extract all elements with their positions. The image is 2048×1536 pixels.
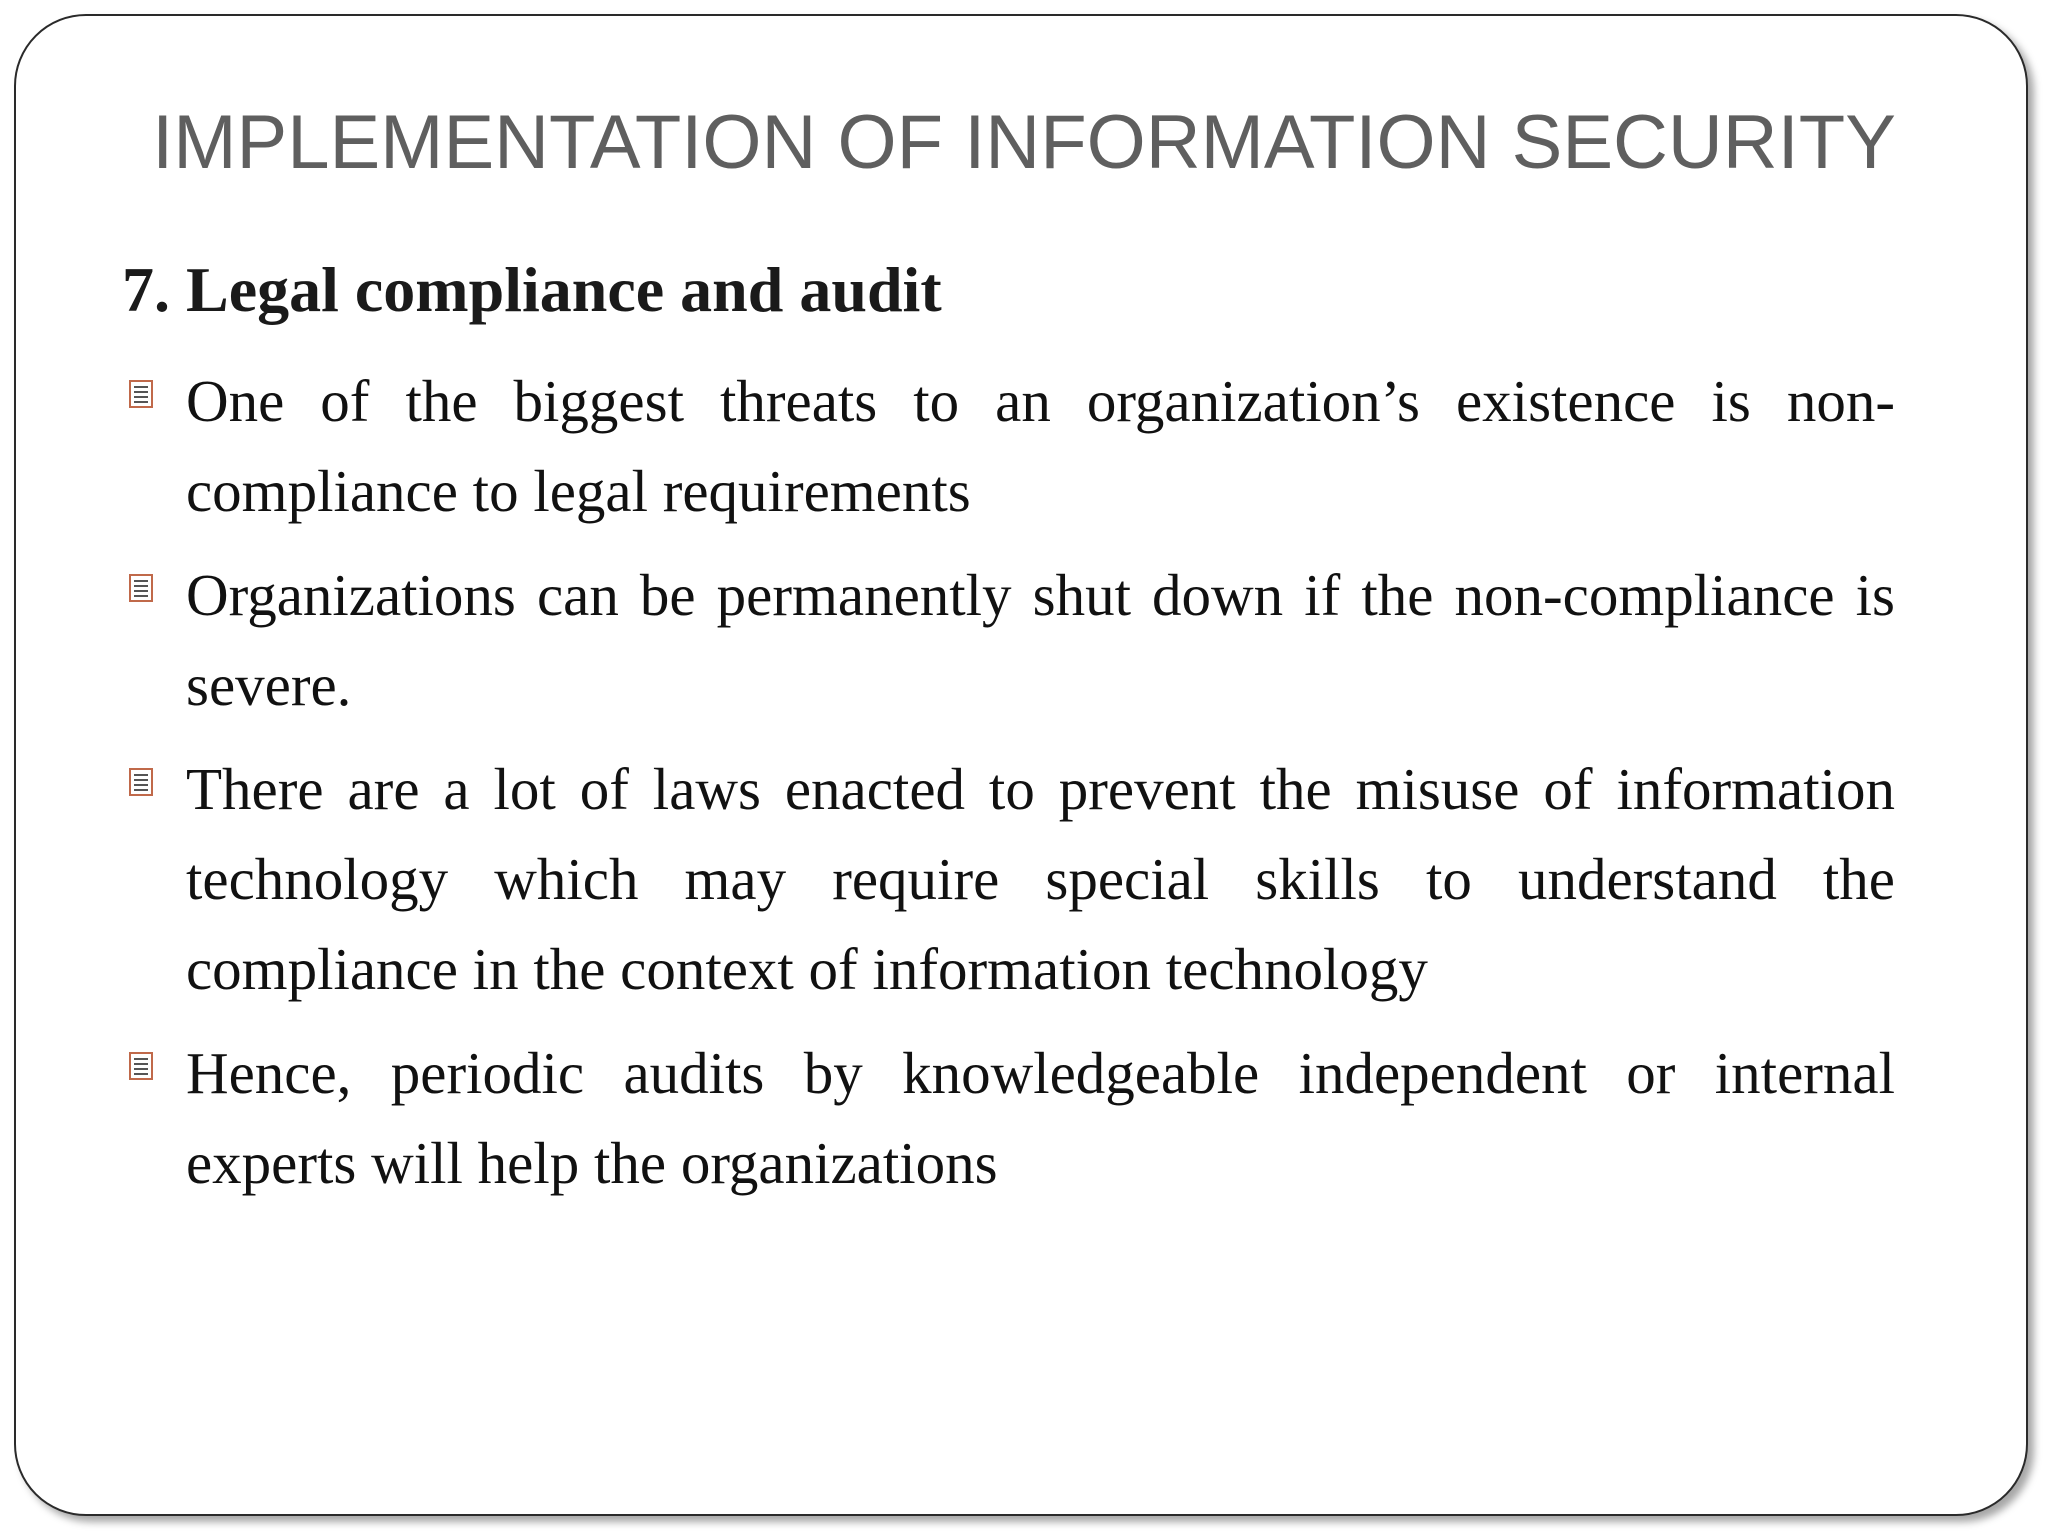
bullet-text: Organizations can be permanently shut down if the non-compliance is severe. bbox=[186, 562, 1895, 718]
section-heading: 7. Legal compliance and audit bbox=[122, 254, 942, 325]
document-lines-icon bbox=[129, 768, 153, 796]
bullet-item bbox=[125, 356, 1895, 536]
bullet-item bbox=[125, 1028, 1895, 1208]
document-lines-icon bbox=[129, 380, 153, 408]
bullet-text: There are a lot of laws enacted to prevent the misuse of information technology which may require special skills to understand the compliance in the context of information technology bbox=[186, 756, 1895, 1002]
document-lines-icon bbox=[129, 1052, 153, 1080]
bullet-item bbox=[125, 550, 1895, 730]
document-lines-icon bbox=[129, 574, 153, 602]
bullet-text: One of the biggest threats to an organization’s existence is non-compliance to legal requirements bbox=[186, 368, 1895, 524]
bullet-list bbox=[125, 356, 1895, 1222]
bullet-text: Hence, periodic audits by knowledgeable independent or internal experts will help the organizations bbox=[186, 1040, 1895, 1196]
slide-title: IMPLEMENTATION OF INFORMATION SECURITY bbox=[152, 100, 1896, 185]
bullet-item bbox=[125, 744, 1895, 1014]
